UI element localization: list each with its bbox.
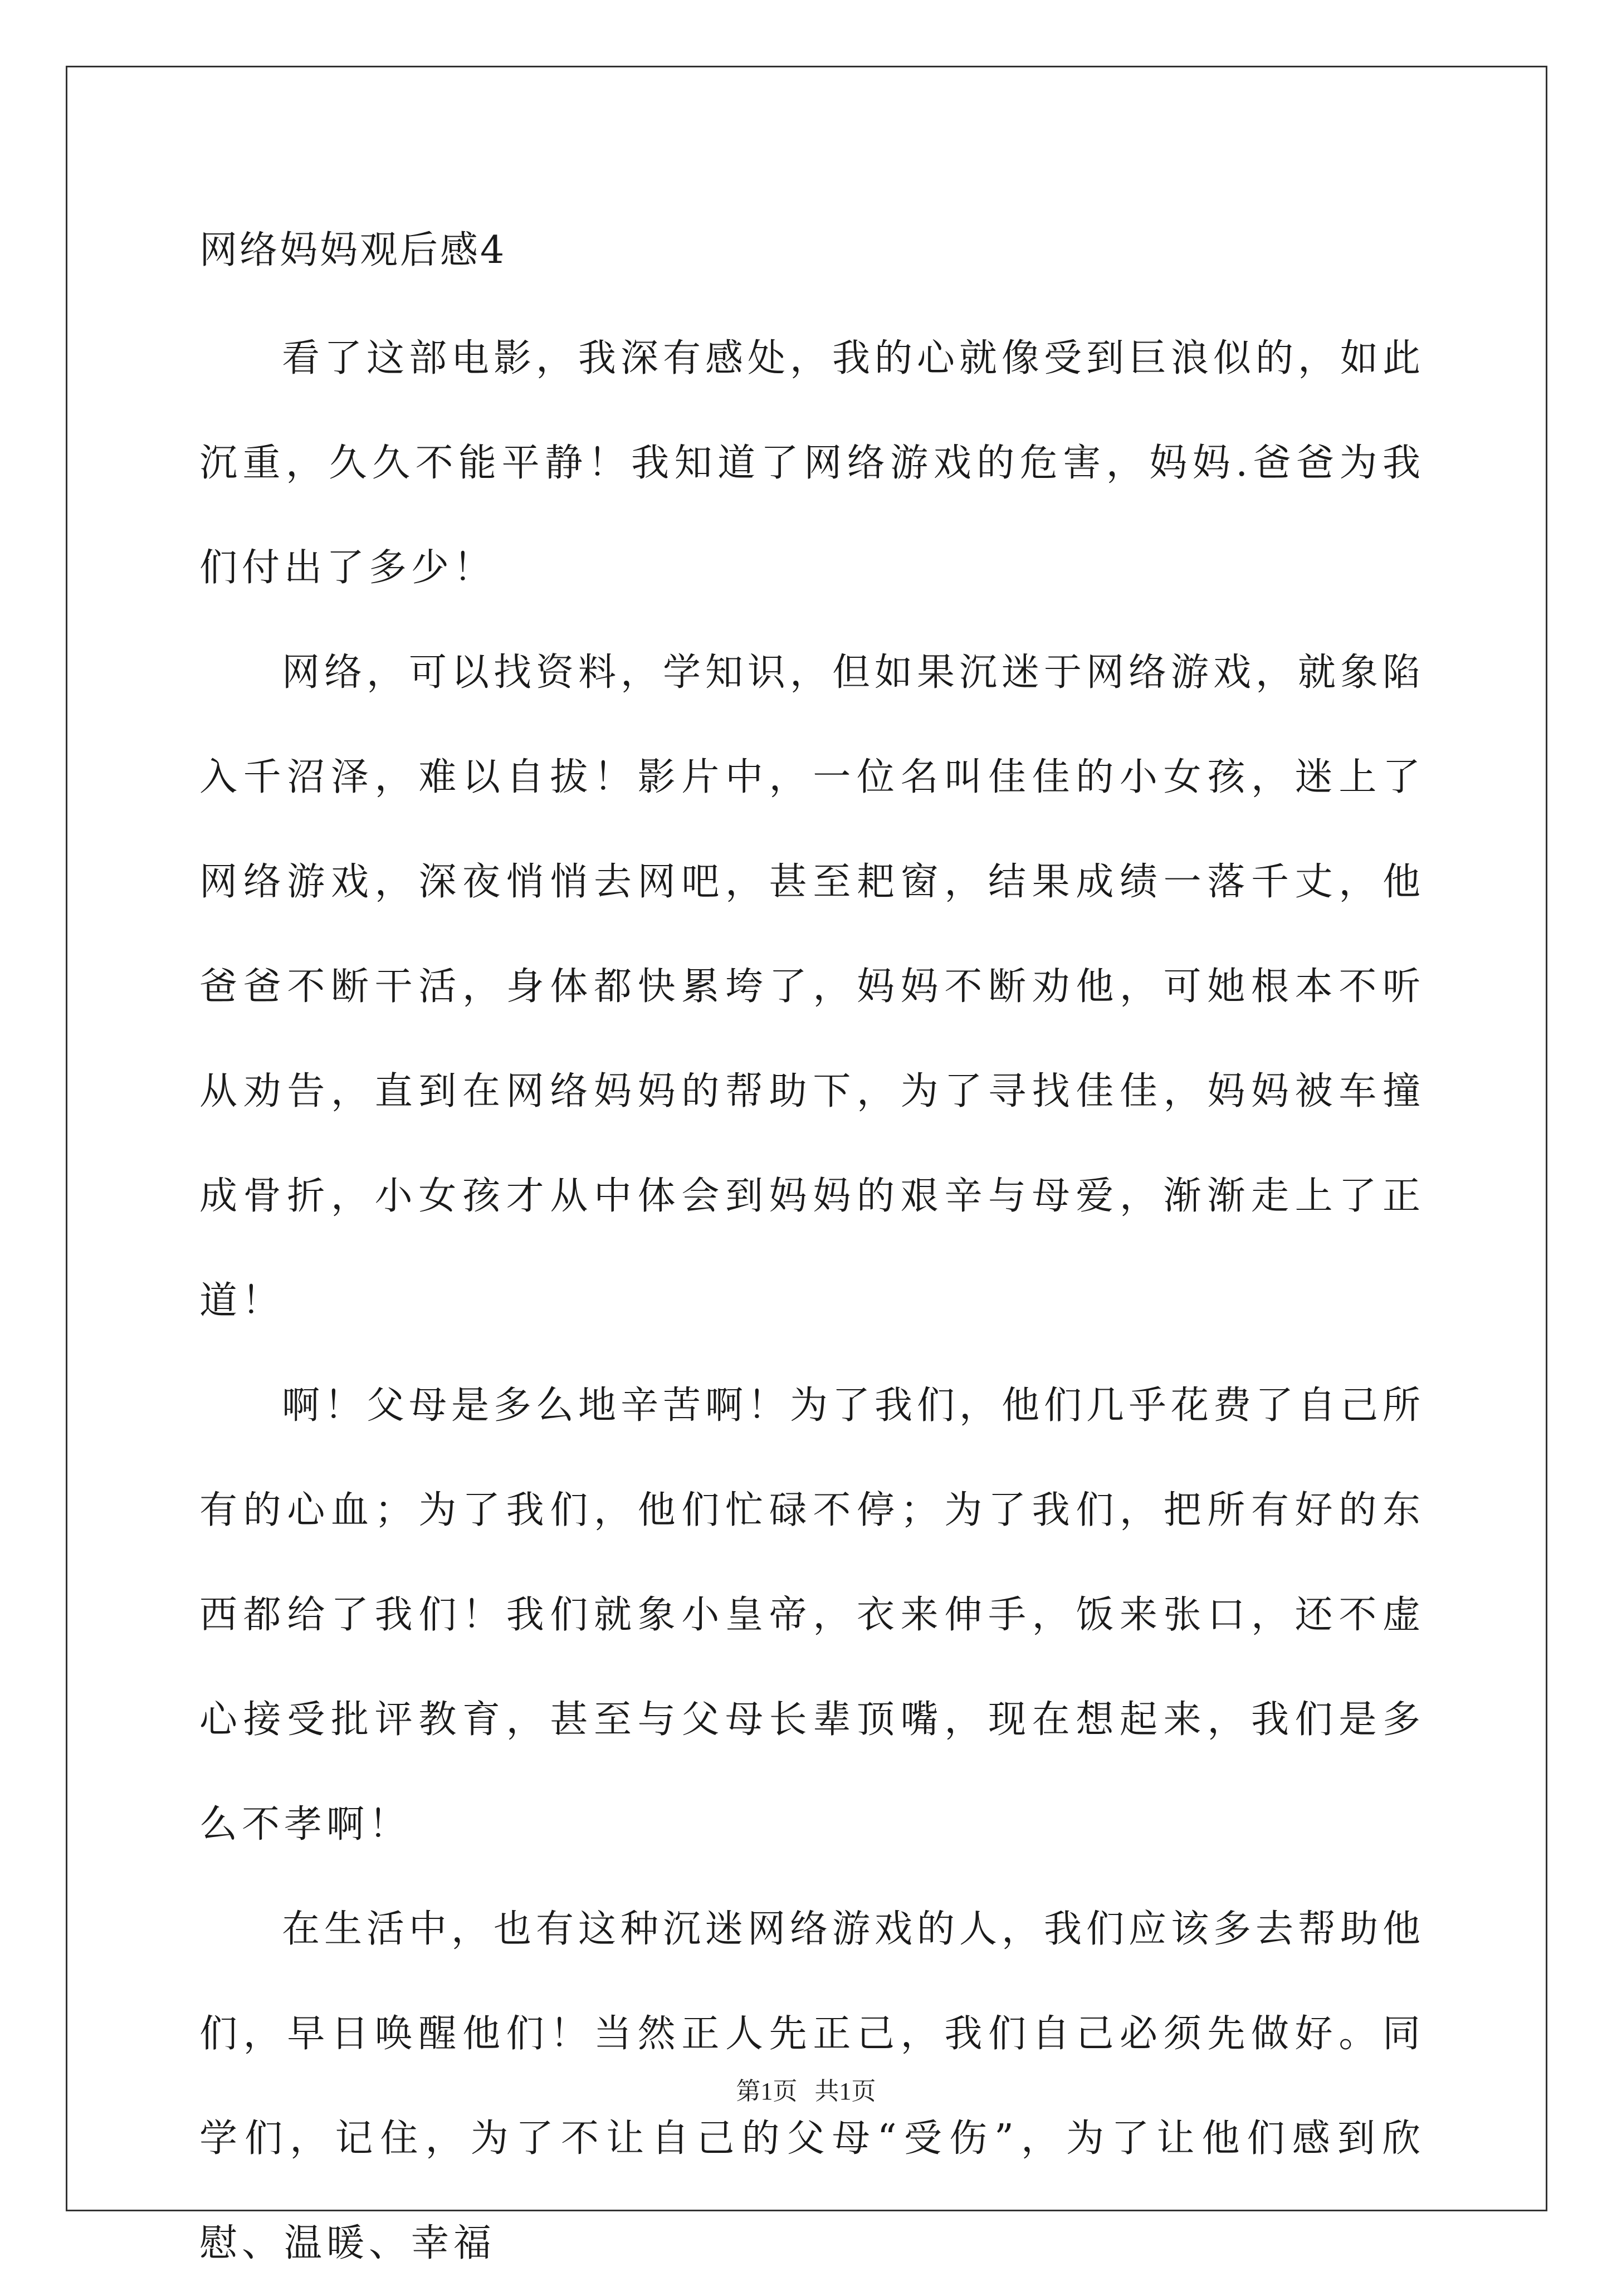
page-total: 共1页 bbox=[814, 2078, 876, 2105]
paragraph-4: 在生活中，也有这种沉迷网络游戏的人，我们应该多去帮助他们，早日唤醒他们！当然正人先正己，我们自己必须先做好。同学们，记住，为了不让自己的父母“受伤”，为了让他们感到欣慰、温暖、幸福 bbox=[199, 1907, 1425, 2265]
paragraph-1: 看了这部电影，我深有感处，我的心就像受到巨浪似的，如此沉重，久久不能平静！我知道了网络游戏的危害，妈妈.爸爸为我们付出了多少！ bbox=[199, 336, 1425, 590]
paragraph-2: 网络，可以找资料，学知识，但如果沉迷于网络游戏，就象陷入千沼泽，难以自拔！影片中，一位名叫佳佳的小女孩，迷上了网络游戏，深夜悄悄去网吧，甚至耙窗，结果成绩一落千丈，他爸爸不断干活，身体都快累垮了，妈妈不断劝他，可她根本不听从劝告，直到在网络妈妈的帮助下，为了寻找佳佳，妈妈被车撞成骨折，小女孩才从中体会到妈妈的艰辛与母爱，渐渐走上了正道！ bbox=[199, 651, 1425, 1323]
page-number: 第1页 bbox=[736, 2078, 798, 2105]
document-title: 网络妈妈观后感4 bbox=[199, 228, 507, 272]
document-body bbox=[199, 206, 1425, 2296]
paragraph-3: 啊！父母是多么地辛苦啊！为了我们，他们几乎花费了自己所有的心血；为了我们，他们忙碌不停；为了我们，把所有好的东西都给了我们！我们就象小皇帝，衣来伸手，饭来张口，还不虚心接受批评教育，甚至与父母长辈顶嘴，现在想起来，我们是多么不孝啊！ bbox=[199, 1384, 1425, 1846]
page-footer bbox=[0, 2075, 1612, 2108]
